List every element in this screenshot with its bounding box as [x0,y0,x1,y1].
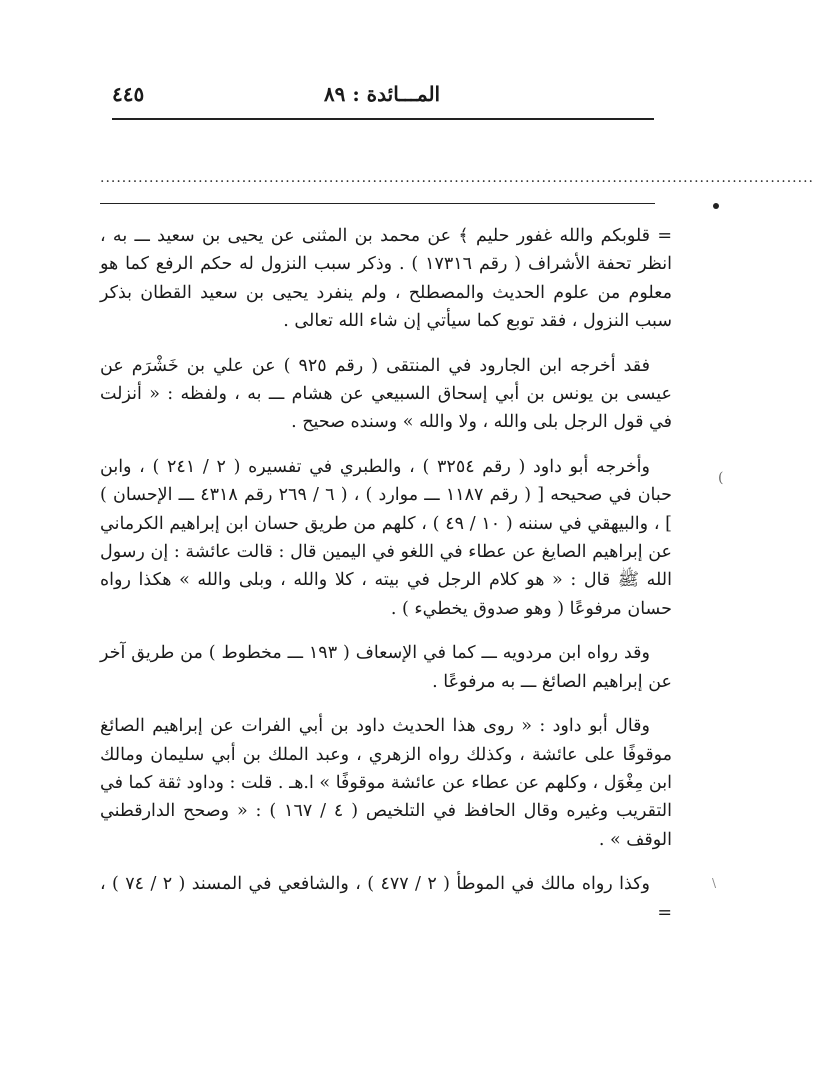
page-header [112,82,652,112]
paragraph-6: وكذا رواه مالك في الموطأ ( ٢ / ٤٧٧ ) ، والشافعي في المسند ( ٢ / ٧٤ ) ، = [100,874,672,923]
margin-mark: ( [718,470,724,486]
paragraph-3: وأخرجه أبو داود ( رقم ٣٢٥٤ ) ، والطبري في تفسيره ( ٢ / ٢٤١ ) ، وابن حبان في صحيحه [ ( رقم ١١٨٧ ـــ موارد ) ، ( ٦ / ٢٦٩ رقم ٤٣١٨ ـــ الإحسان ) ] ، والبيهقي في سننه ( ١٠ / ٤٩ ) ، كلهم من طريق حسان ابن إبراهيم الكرماني عن إبراهيم الصايغ عن عطاء في اللغو في اليمين قال : قالت عائشة : إن رسول الله ﷺ قال : « هو كلام الرجل في بيته ، كلا والله ، وبلى والله » هكذا رواه حسان مرفوعًا ( وهو صدوق يخطيء ) . [100,456,673,619]
margin-dot [713,203,719,209]
chapter-title: المـــائدة : ٨٩ [323,82,441,106]
margin-mark-2: \ [712,876,717,890]
paragraph-5: وقال أبو داود : « روى هذا الحديث داود بن أبي الفرات عن إبراهيم الصائغ موقوفًا على عائشة ، وكذلك رواه الزهري ، وعبد الملك بن أبي سليمان ومالك ابن مِغْوَل ، وكلهم عن عطاء عن عائشة موقوفًا » ا.هـ . قلت : وداود ثقة كما في التقريب وغيره وقال الحافظ في التلخيص ( ٤ / ١٦٧ ) : « وصحح الدارقطني الوقف » . [100,716,672,850]
dotted-separator: ................................................................................................................................... [100,170,814,186]
header-rule [112,118,654,120]
paragraph-1: = قلوبكم والله غفور حليم ﴾ عن محمد بن المثنى عن يحيى بن سعيد ـــ به ، انظر تحفة الأشراف ( رقم ١٧٣١٦ ) . وذكر سبب النزول له حكم الرفع كما هو معلوم من علوم الحديث والمصطلح ، ولم ينفرد يحيى بن سعيد القطان بذكر سبب النزول ، فقد توبع كما سيأتي إن شاء الله تعالى . [100,226,672,332]
footnote-text [100,222,672,927]
footnote-divider [100,203,655,204]
page-number: ٤٤٥ [112,82,145,106]
paragraph-4: وقد رواه ابن مردويه ـــ كما في الإسعاف ( ١٩٣ ـــ مخطوط ) من طريق آخر عن إبراهيم الصائغ ـــ به مرفوعًا . [100,643,672,692]
paragraph-2: فقد أخرجه ابن الجارود في المنتقى ( رقم ٩٢٥ ) عن علي بن خَشْرَم عن عيسى بن يونس بن أبي إسحاق السبيعي عن هشام ـــ به ، ولفظه : « أنزلت في قول الرجل بلى والله ، ولا والله » وسنده صحيح . [100,355,672,433]
